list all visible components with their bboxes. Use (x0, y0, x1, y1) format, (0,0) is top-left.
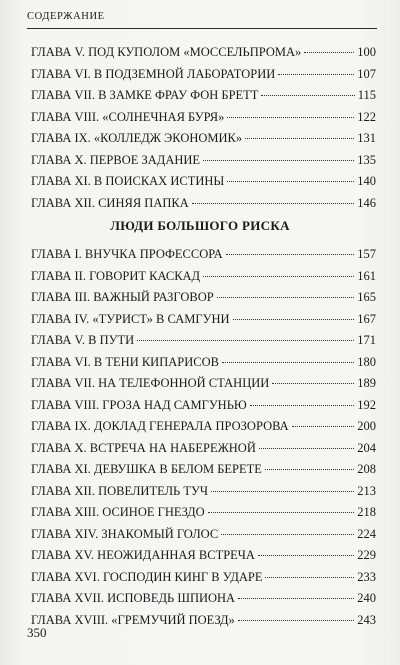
running-head: СОДЕРЖАНИЕ (27, 11, 105, 22)
toc-entry (31, 502, 376, 524)
toc-entry (31, 85, 376, 107)
toc-entry-page: 157 (357, 247, 376, 261)
toc-entry (31, 330, 376, 352)
dot-leader (245, 137, 354, 139)
dot-leader (259, 447, 354, 449)
dot-leader (261, 94, 354, 96)
toc-entry-title: ГЛАВА XIII. ОСИНОЕ ГНЕЗДО (31, 505, 205, 519)
toc-entry-title: ГЛАВА X. ВСТРЕЧА НА НАБЕРЕЖНОЙ (31, 440, 256, 455)
dot-leader (265, 576, 354, 578)
toc-list-part1 (31, 42, 376, 214)
dot-leader (137, 339, 354, 341)
toc-entry-page: 189 (357, 376, 376, 390)
toc-list-part2 (31, 244, 376, 631)
dot-leader (250, 404, 355, 406)
dot-leader (304, 51, 354, 53)
toc-entry-title: ГЛАВА VIII. ГРОЗА НАД САМГУНЬЮ (31, 397, 247, 412)
toc-entry (31, 567, 376, 589)
dot-leader (227, 116, 354, 118)
toc-entry-title: ГЛАВА IX. ДОКЛАД ГЕНЕРАЛА ПРОЗОРОВА (31, 419, 289, 433)
dot-leader (238, 597, 354, 599)
page-number: 350 (27, 625, 47, 640)
toc-entry-page: 107 (357, 66, 376, 81)
toc-entry-page: 233 (357, 569, 376, 584)
toc-entry-page: 218 (357, 505, 376, 519)
dot-leader (192, 202, 355, 204)
toc-entry-title: ГЛАВА XV. НЕОЖИДАННАЯ ВСТРЕЧА (31, 548, 255, 562)
dot-leader (222, 361, 354, 363)
toc-entry (31, 42, 376, 64)
toc-entry-title: ГЛАВА VIII. «СОЛНЕЧНАЯ БУРЯ» (31, 109, 225, 124)
toc-entry-title: ГЛАВА IX. «КОЛЛЕДЖ ЭКОНОМИК» (31, 131, 243, 145)
toc-entry-title: ГЛАВА XII. ПОВЕЛИТЕЛЬ ТУЧ (31, 483, 208, 498)
toc-entry (31, 459, 376, 481)
toc-entry-title: ГЛАВА XVIII. «ГРЕМУЧИЙ ПОЕЗД» (31, 612, 235, 627)
toc-entry-title: ГЛАВА VII. НА ТЕЛЕФОННОЙ СТАНЦИИ (31, 376, 270, 390)
dot-leader (203, 159, 354, 161)
toc-entry (31, 64, 376, 86)
toc-entry-title: ГЛАВА XII. СИНЯЯ ПАПКА (31, 195, 189, 210)
toc-entry-page: 171 (357, 333, 376, 347)
toc-entry-page: 161 (357, 268, 376, 283)
toc-entry-page: 240 (357, 591, 376, 605)
toc-entry-title: ГЛАВА VI. В ПОДЗЕМНОЙ ЛАБОРАТОРИИ (31, 66, 276, 81)
toc-entry (31, 352, 376, 374)
dot-leader (208, 511, 355, 513)
toc-entry-page: 208 (357, 462, 376, 476)
toc-entry-title: ГЛАВА V. В ПУТИ (31, 333, 135, 347)
toc-entry (31, 193, 376, 215)
toc-entry-page: 167 (357, 311, 376, 326)
toc-entry-page: 224 (357, 526, 376, 541)
dot-leader (211, 490, 354, 492)
dot-leader (233, 318, 355, 320)
dot-leader (272, 382, 354, 384)
toc-entry (31, 309, 376, 331)
toc-entry-page: 165 (357, 290, 376, 304)
toc-entry-title: ГЛАВА XIV. ЗНАКОМЫЙ ГОЛОС (31, 526, 219, 541)
toc-entry (31, 150, 376, 172)
dot-leader (217, 296, 355, 298)
toc-entry (31, 244, 376, 266)
dot-leader (258, 554, 354, 556)
toc-entry-title: ГЛАВА II. ГОВОРИТ КАСКАД (31, 268, 201, 283)
toc-entry (31, 107, 376, 129)
dot-leader (292, 425, 355, 427)
toc-entry-title: ГЛАВА III. ВАЖНЫЙ РАЗГОВОР (31, 290, 214, 304)
toc-entry-page: 243 (357, 612, 376, 627)
toc-entry-page: 135 (357, 152, 376, 167)
toc-entry-page: 131 (357, 131, 376, 145)
toc-entry (31, 171, 376, 193)
toc-entry-page: 213 (357, 483, 376, 498)
toc-entry-title: ГЛАВА VII. В ЗАМКЕ ФРАУ ФОН БРЕТТ (31, 88, 259, 102)
toc-entry-page: 146 (357, 195, 376, 210)
toc-entry-page: 140 (357, 174, 376, 188)
toc-entry-title: ГЛАВА XI. В ПОИСКАХ ИСТИНЫ (31, 174, 225, 188)
toc-entry-page: 229 (357, 548, 376, 562)
toc-entry-title: ГЛАВА IV. «ТУРИСТ» В САМГУНИ (31, 311, 230, 326)
toc-entry (31, 395, 376, 417)
toc-entry-title: ГЛАВА X. ПЕРВОЕ ЗАДАНИЕ (31, 152, 201, 167)
toc-entry-page: 200 (357, 419, 376, 433)
dot-leader (203, 275, 354, 277)
toc-entry-title: ГЛАВА I. ВНУЧКА ПРОФЕССОРА (31, 247, 223, 261)
dot-leader (265, 468, 354, 470)
toc-entry-title: ГЛАВА XI. ДЕВУШКА В БЕЛОМ БЕРЕТЕ (31, 462, 262, 476)
dot-leader (238, 619, 355, 621)
header-rule (27, 28, 377, 29)
toc-entry (31, 545, 376, 567)
toc-entry (31, 128, 376, 150)
toc-entry (31, 610, 376, 632)
toc-entry-title: ГЛАВА XVI. ГОСПОДИН КИНГ В УДАРЕ (31, 569, 263, 584)
dot-leader (278, 73, 354, 75)
toc-entry (31, 524, 376, 546)
toc-entry-title: ГЛАВА VI. В ТЕНИ КИПАРИСОВ (31, 354, 219, 369)
part-heading: ЛЮДИ БОЛЬШОГО РИСКА (110, 218, 290, 233)
toc-entry (31, 287, 376, 309)
toc-entry (31, 416, 376, 438)
toc-entry (31, 266, 376, 288)
toc-entry (31, 373, 376, 395)
toc-entry-page: 180 (357, 354, 376, 369)
toc-entry-page: 192 (357, 397, 376, 412)
dot-leader (226, 253, 355, 255)
dot-leader (221, 533, 354, 535)
toc-entry-page: 204 (357, 440, 376, 455)
toc-entry-page: 100 (357, 45, 376, 59)
toc-entry-page: 122 (357, 109, 376, 124)
toc-entry (31, 588, 376, 610)
toc-entry (31, 481, 376, 503)
toc-entry-title: ГЛАВА XVII. ИСПОВЕДЬ ШПИОНА (31, 591, 236, 605)
toc-entry (31, 438, 376, 460)
toc-entry-page: 115 (357, 88, 376, 102)
toc-entry-title: ГЛАВА V. ПОД КУПОЛОМ «МОССЕЛЬПРОМА» (31, 45, 302, 59)
dot-leader (227, 180, 354, 182)
